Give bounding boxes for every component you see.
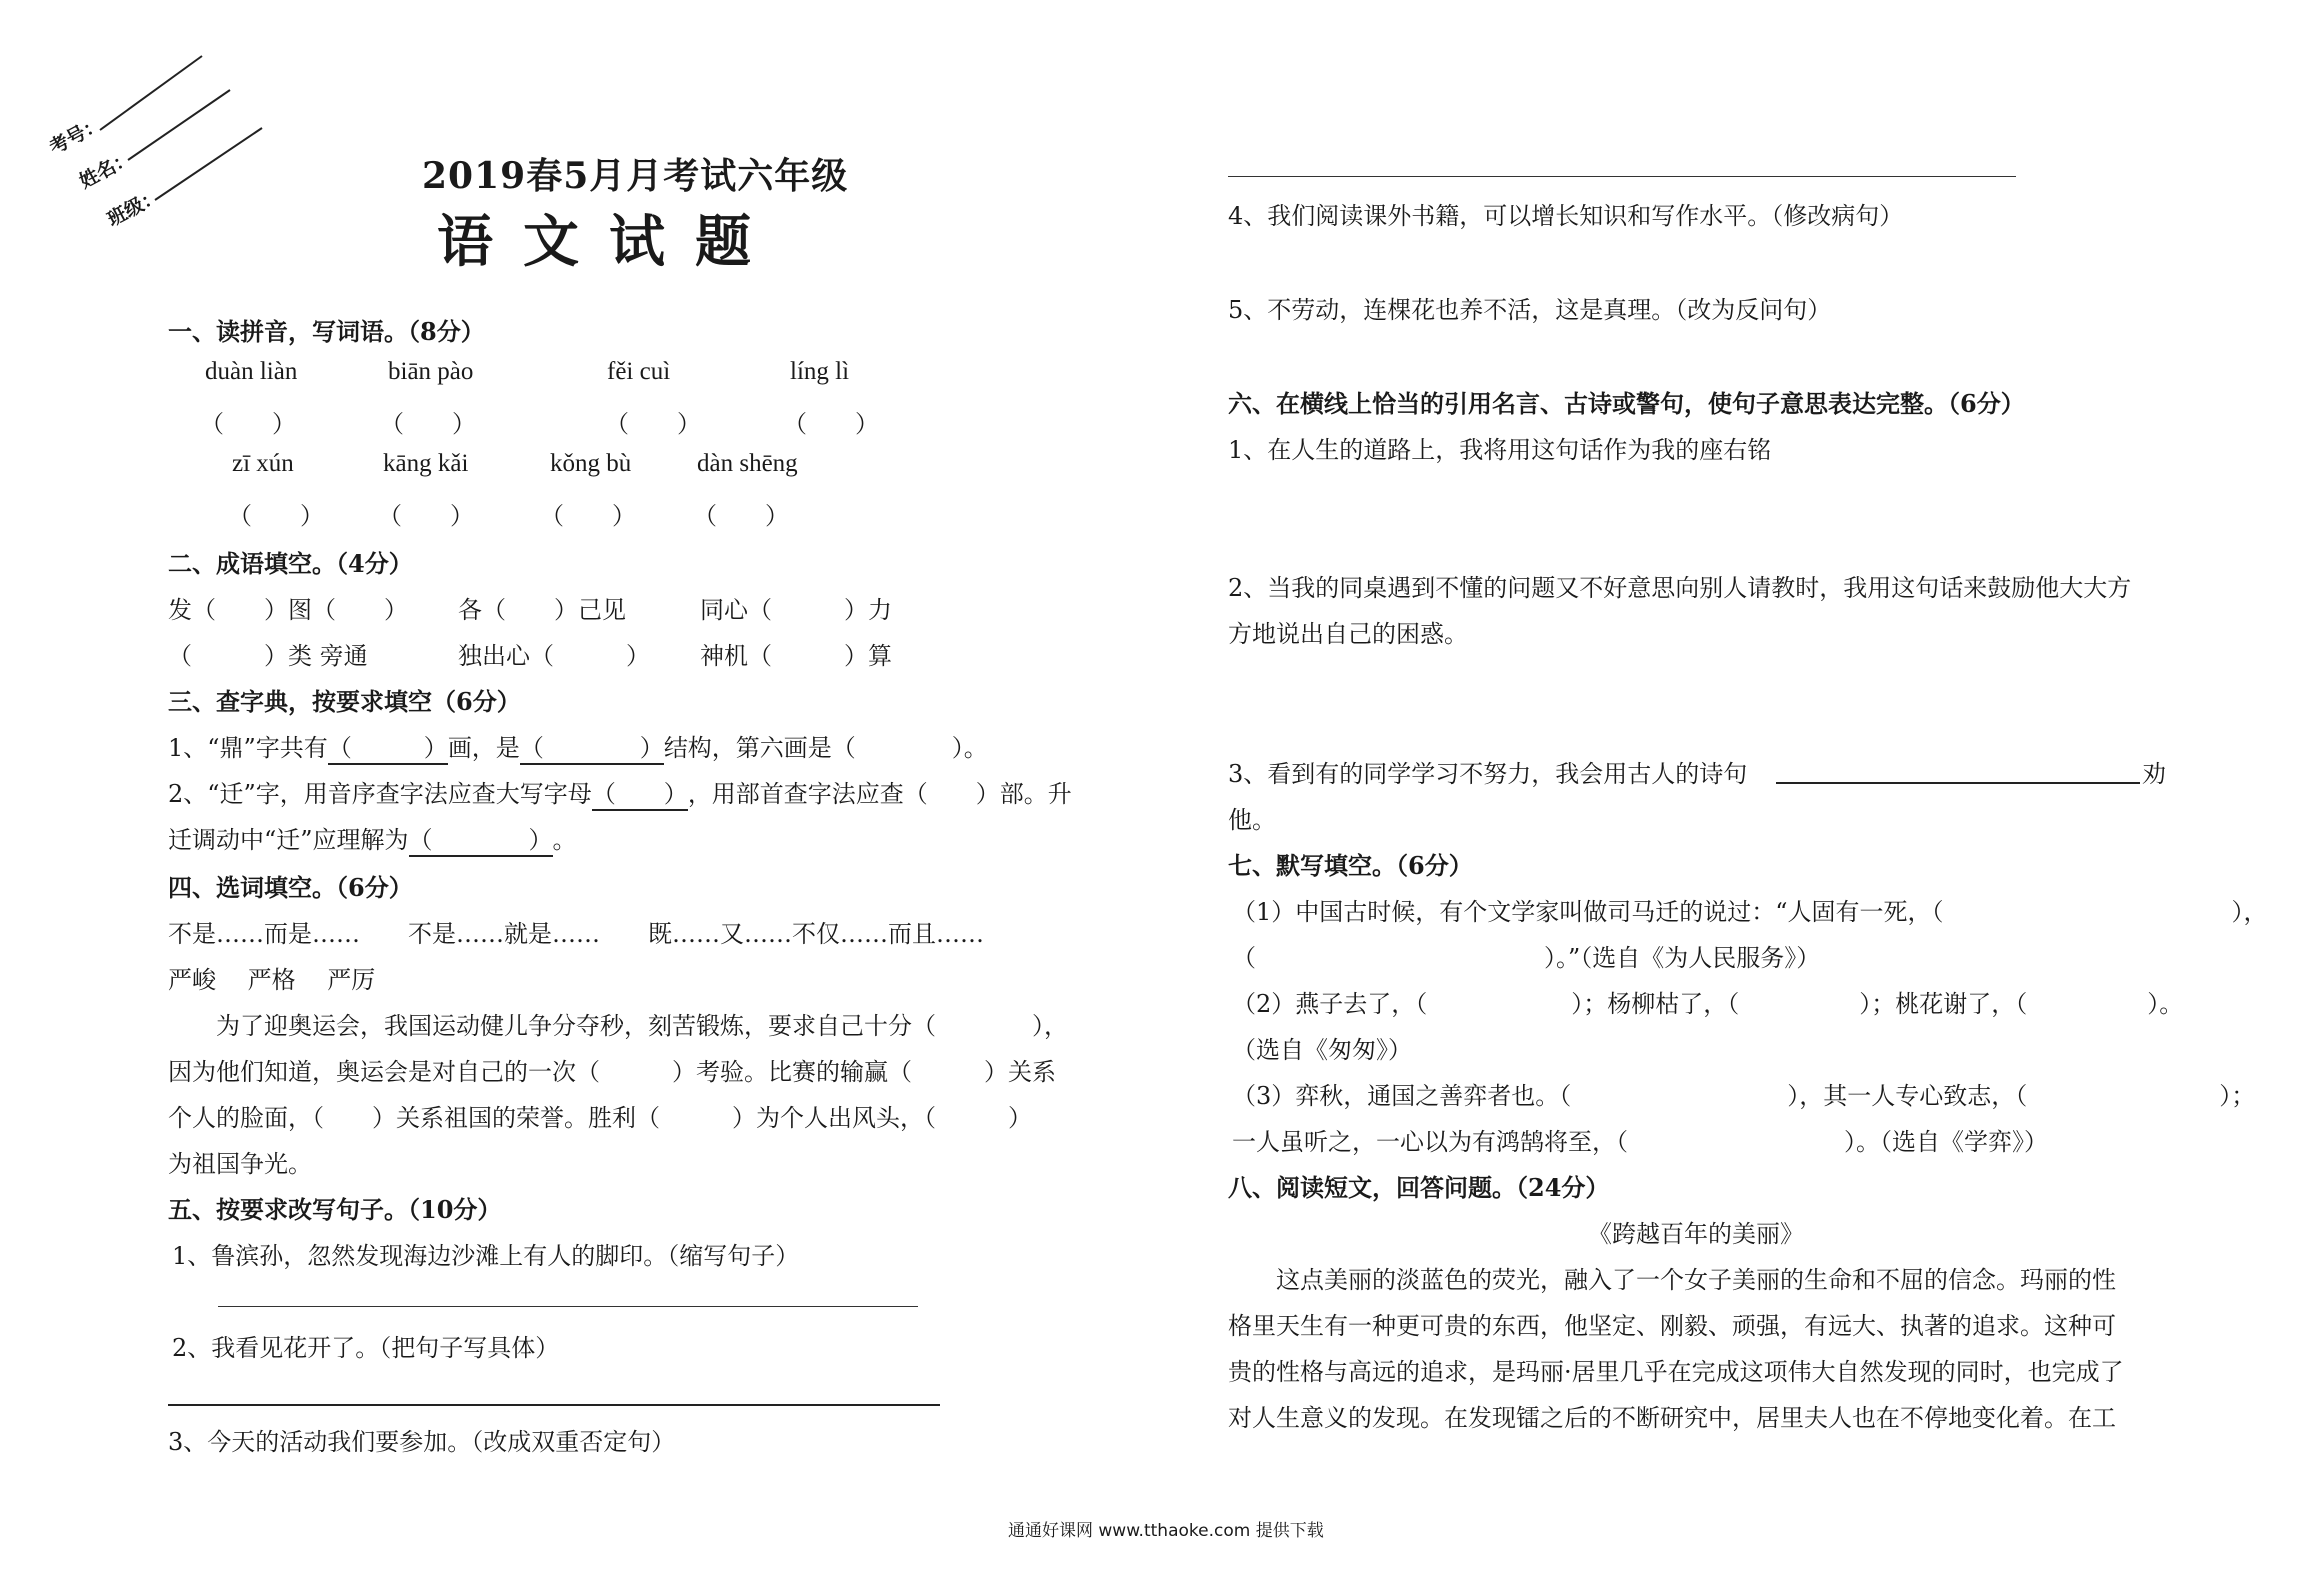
quote-question-cont: 方地说出自己的困惑。 [1228,620,1468,648]
pinyin-item: líng lì [790,358,850,385]
article-line: 这点美丽的淡蓝色的荧光，融入了一个女子美丽的生命和不屈的信念。玛丽的性 [1228,1266,2116,1294]
pinyin-item: duàn liàn [205,358,298,385]
answer-line [1228,176,2016,177]
recitation-question: （2）燕子去了，（ ）；杨柳枯了，（ ）；桃花谢了，（ ）。 [1232,990,2184,1018]
quote-question-end: 劝 [2142,760,2166,788]
passage-line: 因为他们知道，奥运会是对自己的一次（ ）考验。比赛的输赢（ ）关系 [168,1058,1056,1086]
section-8-heading: 八、阅读短文，回答问题。（24分） [1228,1173,1610,1202]
idiom-item: 各（ ）己见 [458,596,626,624]
answer-paren: （ ） [693,502,789,530]
idiom-item: 神机（ ）算 [700,642,892,670]
quote-question: 3、看到有的同学学习不努力，我会用古人的诗句 [1228,760,1748,788]
idiom-item: 同心（ ）力 [700,596,892,624]
answer-paren: （ ） [783,410,879,438]
section-4-heading: 四、选词填空。（6分） [168,873,413,902]
answer-line [1776,782,2140,784]
quote-question-cont: 他。 [1228,806,1276,834]
blank-underline: （ ） [520,728,664,765]
recitation-question: （ ）。”（选自《为人民服务》） [1232,944,1821,972]
idiom-item: （ ）类 旁通 [168,642,368,670]
answer-line [218,1306,918,1307]
section-5-heading: 五、按要求改写句子。（10分） [168,1195,502,1224]
section-3-heading: 三、查字典，按要求填空（6分） [168,687,521,716]
pinyin-item: kǒng bù [550,450,632,477]
recitation-question: （3）弈秋，通国之善弈者也。（ ），其一人专心致志，（ ）； [1232,1082,2256,1110]
word-choices: 不是……而是…… 不是……就是…… 既……又……不仅……而且…… [168,920,984,948]
pinyin-item: zī xún [232,450,294,477]
answer-paren: （ ） [380,410,476,438]
pinyin-item: kāng kǎi [383,450,469,477]
article-line: 贵的性格与高远的追求，是玛丽·居里几乎在完成这项伟大自然发现的同时，也完成了 [1228,1358,2124,1386]
rewrite-question: 2、我看见花开了。（把句子写具体） [172,1334,560,1362]
section-6-heading: 六、在横线上恰当的引用名言、古诗或警句，使句子意思表达完整。（6分） [1228,389,2025,418]
quote-question: 1、在人生的道路上，我将用这句话作为我的座右铭 [1228,436,1772,464]
page-subtitle: 语文试题 [437,209,781,275]
article-line: 对人生意义的发现。在发现镭之后的不断研究中，居里夫人也在不停地变化着。在工 [1228,1404,2116,1432]
page-title: 2019春5月月考试六年级 [422,155,849,197]
blank-underline: （ ） [328,728,448,765]
dictionary-question-2-cont: 迁调动中“迁”应理解为（ ）。 [168,820,577,857]
pinyin-item: biān pào [388,358,474,385]
rewrite-question: 3、今天的活动我们要参加。（改成双重否定句） [168,1428,676,1456]
blank-underline: （ ） [592,774,688,811]
section-7-heading: 七、默写填空。（6分） [1228,851,1473,880]
quote-question: 2、当我的同桌遇到不懂的问题又不好意思向别人请教时，我用这句话来鼓励他大大方 [1228,574,2132,602]
footer-credit: 通通好课网 www.tthaoke.com 提供下载 [1008,1521,1324,1541]
exam-number-label: 考号： [45,112,107,159]
answer-paren: （ ） [605,410,701,438]
pinyin-item: fěi cuì [607,358,671,385]
dictionary-question-1: 1、“鼎”字共有（ ）画，是（ ）结构，第六画是（ ）。 [168,728,988,765]
article-line: 格里天生有一种更可贵的东西，他坚定、刚毅、顽强，有远大、执著的追求。这种可 [1228,1312,2116,1340]
answer-paren: （ ） [378,502,474,530]
student-name-label: 姓名： [75,146,137,193]
section-2-heading: 二、成语填空。（4分） [168,549,413,578]
passage-line: 为了迎奥运会，我国运动健儿争分夺秒，刻苦锻炼，要求自己十分（ ）， [168,1012,1068,1040]
idiom-item: 发（ ）图（ ） [168,596,408,624]
answer-paren: （ ） [228,502,324,530]
pinyin-item: dàn shēng [697,450,798,477]
recitation-question: （选自《匆匆》） [1232,1036,1412,1064]
passage-line: 个人的脸面，（ ）关系祖国的荣誉。胜利（ ）为个人出风头，（ ） [168,1104,1032,1132]
article-title: 《跨越百年的美丽》 [1588,1220,1804,1248]
word-choices: 严峻 严格 严厉 [168,966,376,994]
section-1-heading: 一、读拼音，写词语。（8分） [168,317,485,346]
idiom-item: 独出心（ ） [458,642,650,670]
rewrite-question: 4、我们阅读课外书籍，可以增长知识和写作水平。（修改病句） [1228,202,1904,230]
dictionary-question-2: 2、“迁”字，用音序查字法应查大写字母（ ），用部首查字法应查（ ）部。升 [168,774,1072,811]
recitation-question: （1）中国古时候，有个文学家叫做司马迁的说过：“人固有一死，（ ）， [1232,898,2268,926]
passage-line: 为祖国争光。 [168,1150,312,1178]
rewrite-question: 1、鲁滨孙，忽然发现海边沙滩上有人的脚印。（缩写句子） [172,1242,800,1270]
recitation-question: 一人虽听之，一心以为有鸿鹄将至，（ ）。（选自《学弈》） [1232,1128,2048,1156]
answer-paren: （ ） [200,410,296,438]
rewrite-question: 5、不劳动，连棵花也养不活，这是真理。（改为反问句） [1228,296,1832,324]
binding-margin [30,40,270,260]
blank-underline: （ ） [409,820,553,857]
answer-paren: （ ） [540,502,636,530]
class-label: 班级： [103,184,165,231]
answer-line [168,1404,940,1406]
